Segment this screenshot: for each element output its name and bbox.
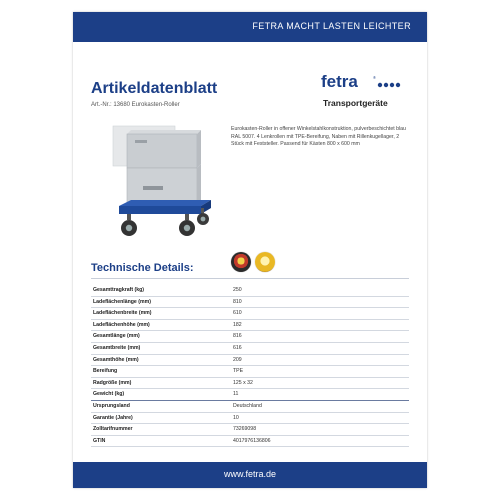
spec-table (91, 285, 409, 447)
section-divider (91, 278, 409, 279)
spec-value: 125 x 32 (229, 377, 409, 389)
spec-value: 810 (229, 296, 409, 308)
spec-value: TPE (229, 366, 409, 378)
product-image (101, 124, 211, 242)
datasheet-page (73, 12, 427, 488)
section-title-technical-details: Technische Details: (91, 262, 194, 274)
spec-value: 11 (229, 389, 409, 401)
warranty-seal-icon (255, 252, 275, 272)
spec-row (91, 400, 409, 412)
spec-row (91, 342, 409, 354)
spec-label: Zolltarifnummer (91, 424, 229, 436)
spec-value: 209 (229, 354, 409, 366)
spec-label: Bereifung (91, 366, 229, 378)
spec-value: 4017976136806 (229, 435, 409, 447)
logo-tagline: Transportgeräte (323, 98, 388, 108)
spec-value: 816 (229, 331, 409, 343)
spec-row (91, 366, 409, 378)
spec-row (91, 308, 409, 320)
page-title: Artikeldatenblatt (91, 80, 218, 97)
spec-row (91, 377, 409, 389)
spec-row (91, 296, 409, 308)
top-banner (73, 12, 427, 42)
logo-wordmark: fetra (321, 72, 358, 91)
spec-label: GTIN (91, 435, 229, 447)
spec-label: Gesamtbreite (mm) (91, 342, 229, 354)
spec-row (91, 389, 409, 401)
spec-value: 616 (229, 342, 409, 354)
spec-label: Gesamttragkraft (kg) (91, 285, 229, 296)
spec-row (91, 331, 409, 343)
spec-label: Ladeflächenlänge (mm) (91, 296, 229, 308)
logo-registered-mark: ® (373, 75, 376, 80)
spec-row (91, 435, 409, 447)
spec-label: Ursprungsland (91, 400, 229, 412)
spec-label: Garantie (Jahre) (91, 412, 229, 424)
spec-value: 73269098 (229, 424, 409, 436)
spec-value: Deutschland (229, 400, 409, 412)
spec-value: 182 (229, 319, 409, 331)
spec-label: Radgröße (mm) (91, 377, 229, 389)
fetra-logo (321, 72, 401, 92)
spec-label: Gesamthöhe (mm) (91, 354, 229, 366)
spec-row (91, 354, 409, 366)
website-link[interactable]: www.fetra.de (223, 469, 277, 479)
spec-label: Gewicht (kg) (91, 389, 229, 401)
spec-row (91, 412, 409, 424)
spec-row (91, 319, 409, 331)
product-description: Eurokasten-Roller in offener Winkelstahlkonstruktion, pulverbeschichtet blau RAL 5007. 4 Lenkrollen mit TPE-Bereifung, Naben mit Rillenkugellager, 2 Stück mit Feststeller. Passend für Kästen 800 x 600 mm (231, 126, 406, 148)
header-tagline: FETRA MACHT LASTEN LEICHTER (252, 21, 411, 31)
made-in-germany-seal-icon (231, 252, 251, 272)
article-number: Art.-Nr.: 13680 Eurokasten-Roller (91, 102, 180, 108)
spec-label: Ladeflächenbreite (mm) (91, 308, 229, 320)
spec-value: 610 (229, 308, 409, 320)
spec-label: Gesamtlänge (mm) (91, 331, 229, 343)
spec-label: Ladeflächenhöhe (mm) (91, 319, 229, 331)
spec-value: 10 (229, 412, 409, 424)
spec-value: 250 (229, 285, 409, 296)
spec-row (91, 424, 409, 436)
spec-row (91, 285, 409, 296)
bottom-banner (73, 462, 427, 488)
